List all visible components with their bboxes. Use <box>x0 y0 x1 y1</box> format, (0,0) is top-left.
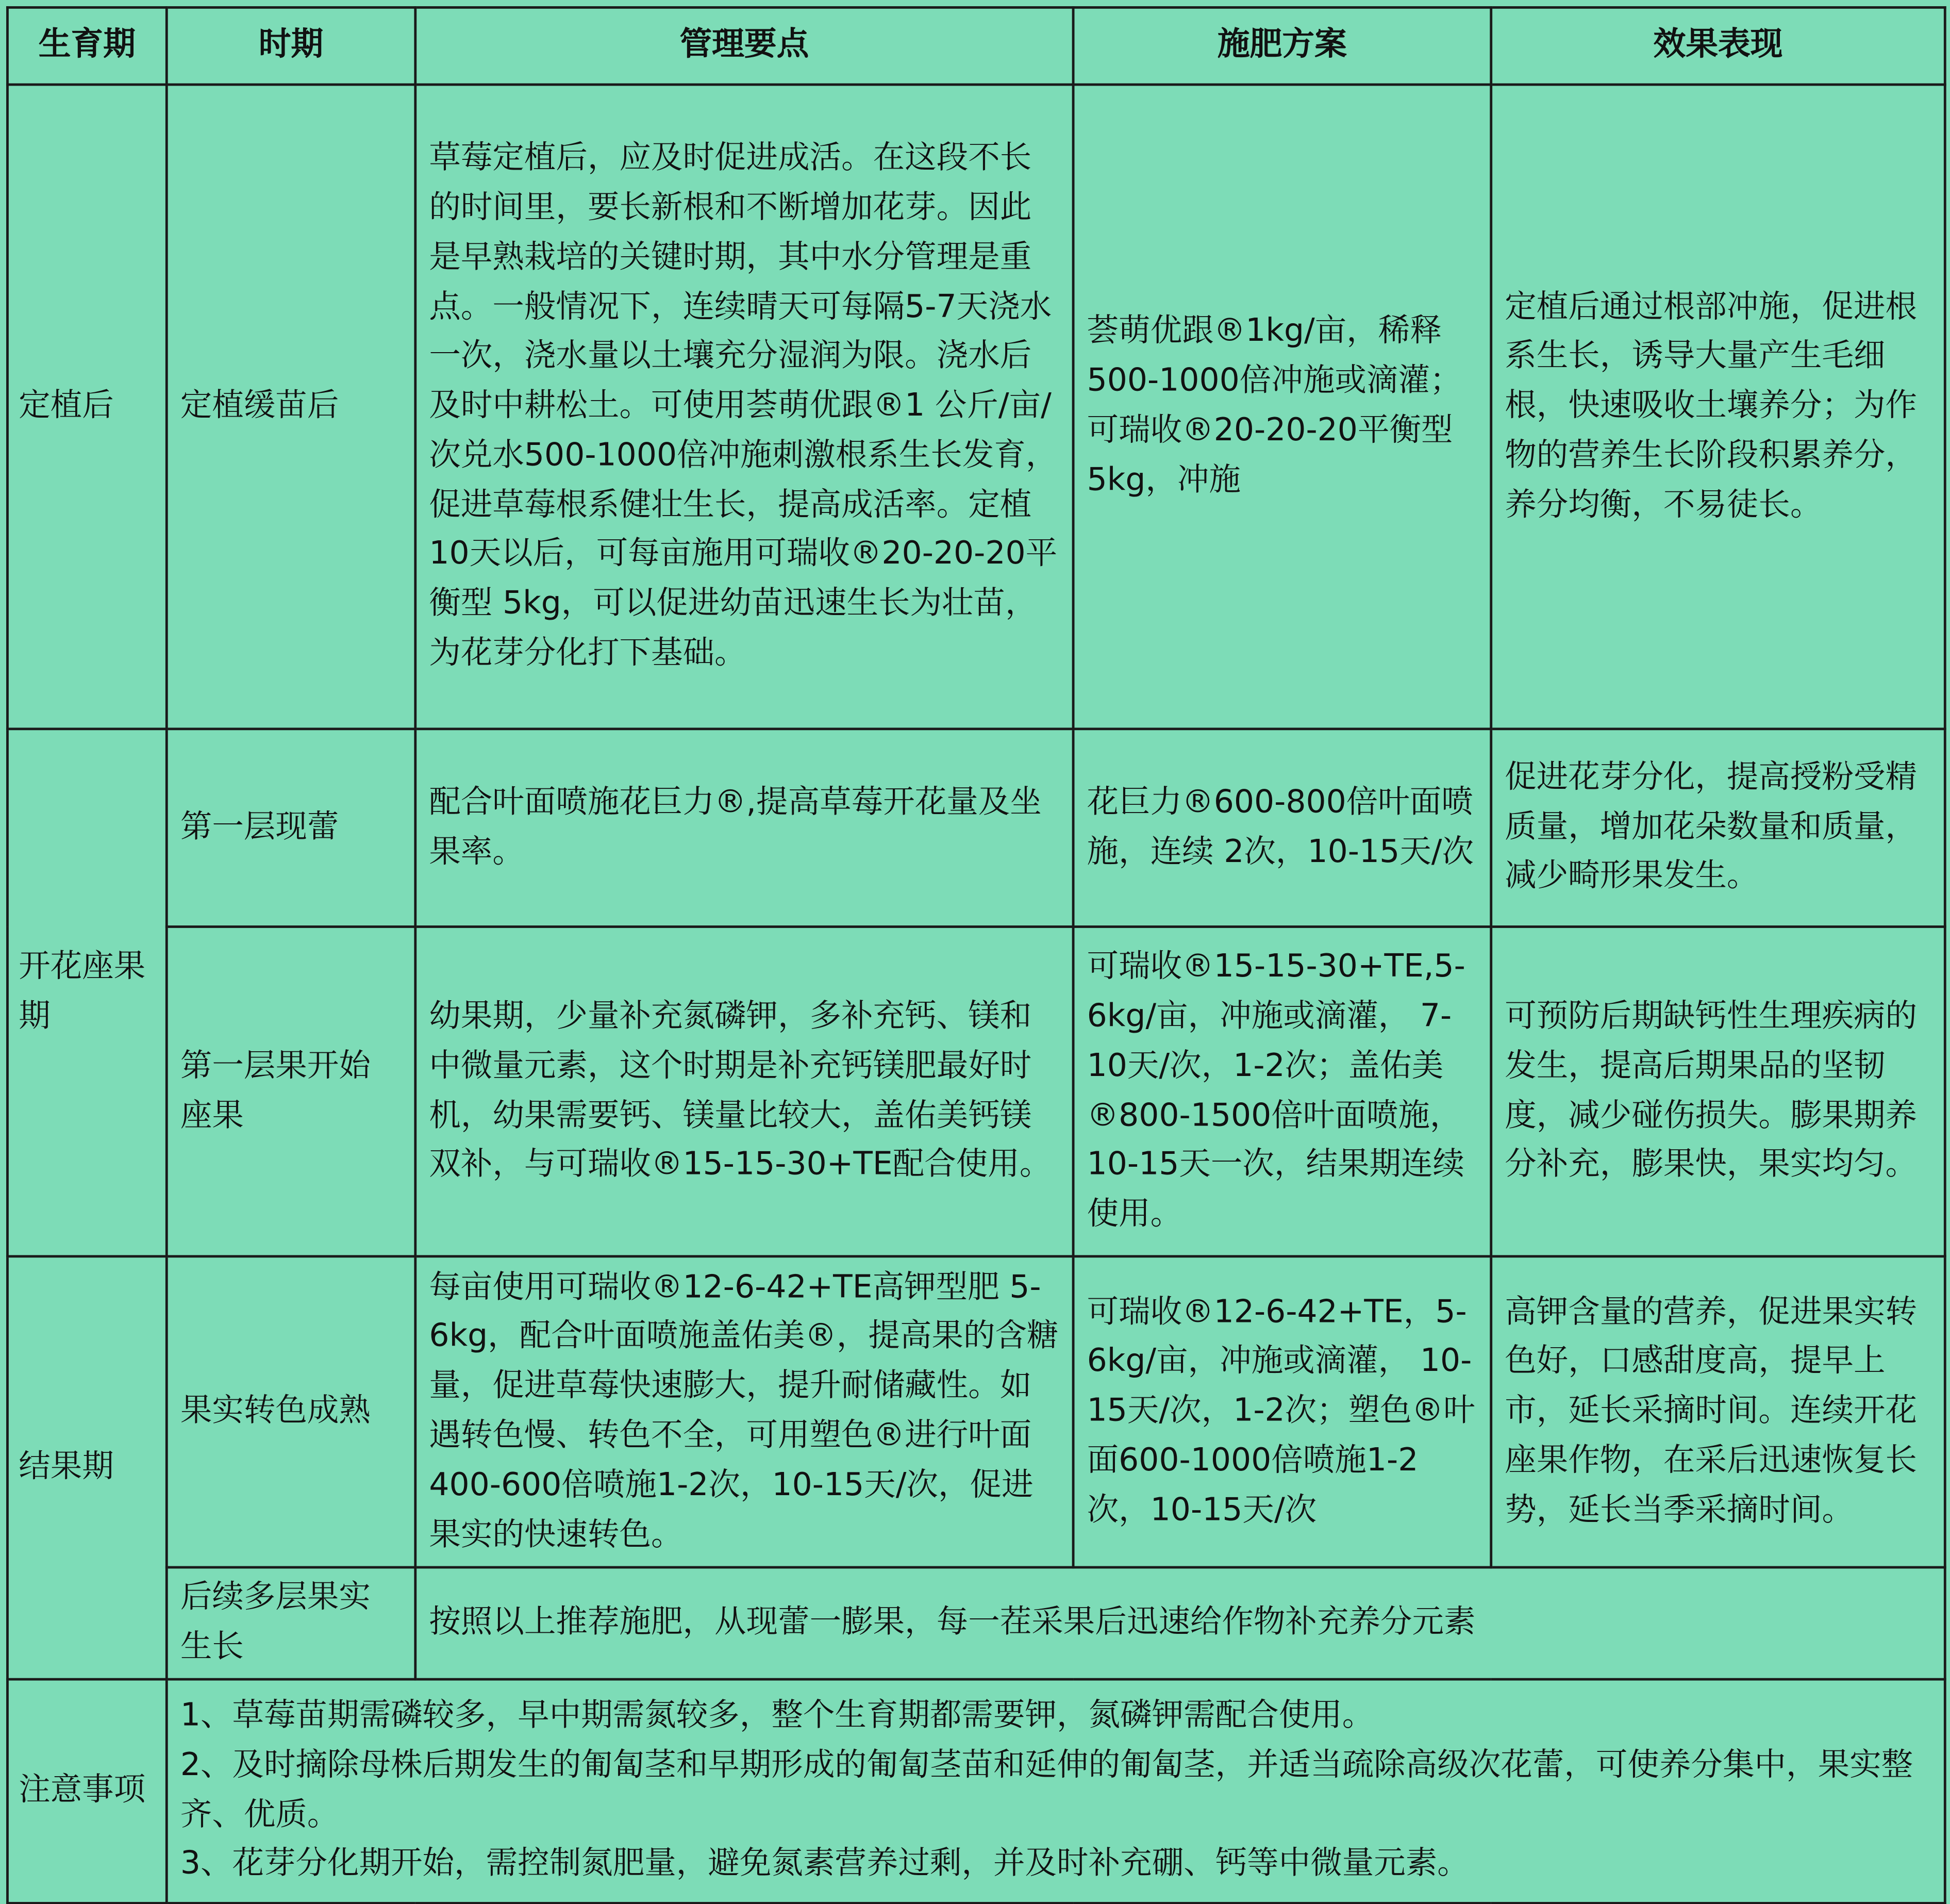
header-fertilizer: 施肥方案 <box>1073 7 1491 85</box>
notes-cell <box>166 1679 1945 1902</box>
fertilizer-plan-table <box>6 6 1946 1904</box>
effect-cell: 可预防后期缺钙性生理疾病的发生，提高后期果品的坚韧度，减少碰伤损失。膨果期养分补充，膨果快，果实均匀。 <box>1491 926 1945 1256</box>
fertilizer-cell: 可瑞收®12-6-42+TE，5-6kg/亩，冲施或滴灌， 10-15天/次，1-2次；塑色®叶面600-1000倍喷施1-2次，10-15天/次 <box>1073 1256 1491 1567</box>
table-row <box>7 1256 1945 1567</box>
note-item: 1、草莓苗期需磷较多，早中期需氮较多，整个生育期都需要钾，氮磷钾需配合使用。 <box>180 1696 1374 1734</box>
notes-row <box>7 1679 1945 1902</box>
note-item: 2、及时摘除母株后期发生的匍匐茎和早期形成的匍匐茎苗和延伸的匍匐茎，并适当疏除高级次花蕾，可使养分集中，果实整齐、优质。 <box>180 1746 1913 1833</box>
effect-cell: 定植后通过根部冲施，促进根系生长，诱导大量产生毛细根，快速吸收土壤养分；为作物的营养生长阶段积累养分，养分均衡，不易徒长。 <box>1491 85 1945 729</box>
table-row <box>7 926 1945 1256</box>
management-cell: 每亩使用可瑞收®12-6-42+TE高钾型肥 5-6kg，配合叶面喷施盖佑美®，提高果的含糖量，促进草莓快速膨大，提升耐储藏性。如遇转色慢、转色不全，可用塑色®进行叶面400-600倍喷施1-2次，10-15天/次，促进果实的快速转色。 <box>415 1256 1073 1567</box>
header-management: 管理要点 <box>415 7 1073 85</box>
merged-recommendation-cell: 按照以上推荐施肥，从现蕾一膨果，每一茬采果后迅速给作物补充养分元素 <box>415 1567 1945 1679</box>
header-stage: 生育期 <box>7 7 166 85</box>
management-cell: 草莓定植后，应及时促进成活。在这段不长的时间里，要长新根和不断增加花芽。因此是早熟栽培的关键时期，其中水分管理是重点。一般情况下，连续晴天可每隔5-7天浇水一次，浇水量以土壤充分湿润为限。浇水后及时中耕松土。可使用荟萌优跟®1 公斤/亩/次兑水500-1000倍冲施刺激根系生长发育，促进草莓根系健壮生长，提高成活率。定植 10天以后，可每亩施用可瑞收®20-20-20平衡型 5kg，可以促进幼苗迅速生长为壮苗，为花芽分化打下基础。 <box>415 85 1073 729</box>
effect-cell: 促进花芽分化，提高授粉受精质量，增加花朵数量和质量，减少畸形果发生。 <box>1491 729 1945 927</box>
fertilizer-cell: 花巨力®600-800倍叶面喷施，连续 2次，10-15天/次 <box>1073 729 1491 927</box>
header-period: 时期 <box>166 7 415 85</box>
management-cell: 幼果期，少量补充氮磷钾，多补充钙、镁和中微量元素，这个时期是补充钙镁肥最好时机，幼果需要钙、镁量比较大，盖佑美钙镁双补，与可瑞收®15-15-30+TE配合使用。 <box>415 926 1073 1256</box>
stage-cell: 结果期 <box>7 1256 166 1679</box>
stage-cell: 开花座果期 <box>7 729 166 1256</box>
table-row <box>7 1567 1945 1679</box>
management-cell: 配合叶面喷施花巨力®,提高草莓开花量及坐果率。 <box>415 729 1073 927</box>
fertilizer-cell: 荟萌优跟®1kg/亩，稀释500-1000倍冲施或滴灌；可瑞收®20-20-20平衡型5kg，冲施 <box>1073 85 1491 729</box>
header-row <box>7 7 1945 85</box>
period-cell: 果实转色成熟 <box>166 1256 415 1567</box>
period-cell: 第一层果开始座果 <box>166 926 415 1256</box>
table-row <box>7 85 1945 729</box>
effect-cell: 高钾含量的营养，促进果实转色好，口感甜度高，提早上市，延长采摘时间。连续开花座果作物，在采后迅速恢复长势，延长当季采摘时间。 <box>1491 1256 1945 1567</box>
stage-cell: 定植后 <box>7 85 166 729</box>
period-cell: 后续多层果实生长 <box>166 1567 415 1679</box>
period-cell: 第一层现蕾 <box>166 729 415 927</box>
fertilizer-cell: 可瑞收®15-15-30+TE,5-6kg/亩，冲施或滴灌， 7-10天/次，1-2次；盖佑美®800-1500倍叶面喷施，10-15天一次，结果期连续使用。 <box>1073 926 1491 1256</box>
note-item: 3、花芽分化期开始，需控制氮肥量，避免氮素营养过剩，并及时补充硼、钙等中微量元素。 <box>180 1845 1469 1883</box>
header-effect: 效果表现 <box>1491 7 1945 85</box>
notes-label: 注意事项 <box>7 1679 166 1902</box>
period-cell: 定植缓苗后 <box>166 85 415 729</box>
table-row <box>7 729 1945 927</box>
